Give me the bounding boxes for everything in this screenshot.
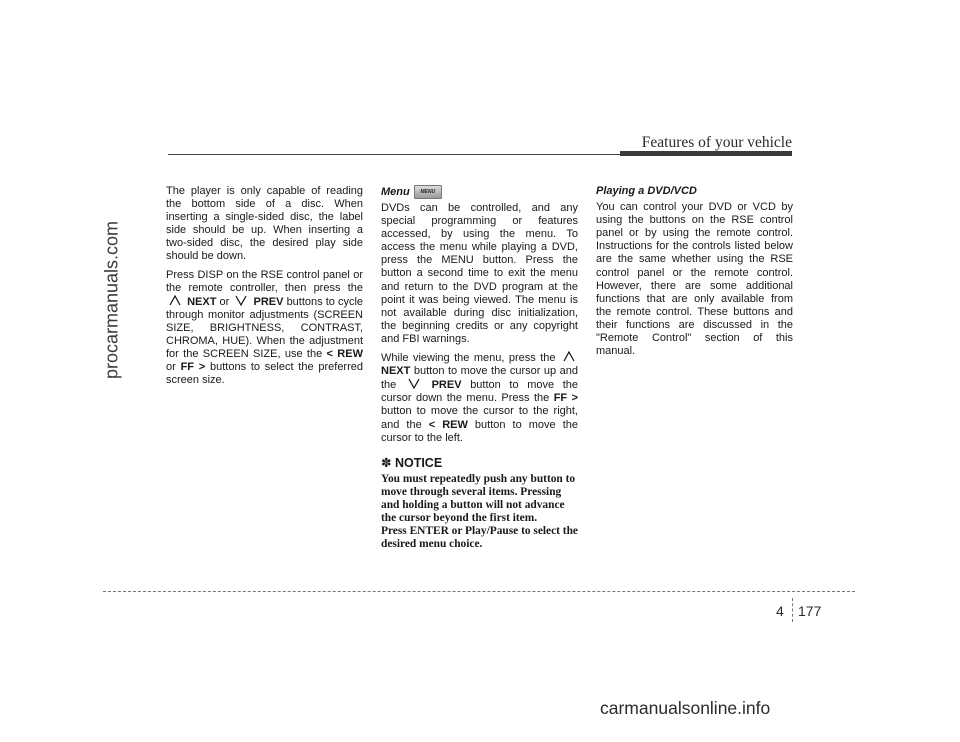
text-run: While viewing the menu, press the xyxy=(381,352,556,365)
next-label: NEXT xyxy=(187,295,217,308)
notice-body xyxy=(381,473,578,552)
footer-rule xyxy=(103,591,855,592)
footer-divider xyxy=(792,598,793,622)
menu-navigation-paragraph xyxy=(381,351,578,445)
menu-section-title xyxy=(381,185,578,199)
chevron-up-icon xyxy=(563,351,575,362)
menu-button-icon: MENU xyxy=(414,185,442,199)
rew-label: < REW xyxy=(428,418,468,431)
prev-label: PREV xyxy=(431,379,462,392)
chapter-number: 4 xyxy=(776,603,784,619)
text-run: or xyxy=(219,295,230,308)
text-run: buttons to cycle through monitor adjustments (SCREEN SIZE, BRIGHTNESS, CONTRAST, CHROMA, HUE). When the adjustment for the SCREEN SIZE, use the xyxy=(166,295,364,361)
chevron-down-icon xyxy=(408,378,420,389)
text-run: button to move the cursor down the menu. Press the xyxy=(381,379,579,405)
text-run: or xyxy=(166,361,176,374)
text-run: button to move the cursor to the left. xyxy=(381,418,578,444)
menu-title-text: Menu xyxy=(381,185,410,198)
text-run: Press DISP on the RSE control panel or the remote controller, then press the xyxy=(166,268,363,294)
ff-label: FF > xyxy=(180,361,206,374)
page-number: 177 xyxy=(798,603,822,619)
notice-line: Press ENTER or Play/Pause to select the desired menu choice. xyxy=(381,525,578,551)
rew-label: < REW xyxy=(326,348,363,361)
bottom-watermark: carmanualsonline.info xyxy=(600,698,771,718)
ff-label: FF > xyxy=(553,392,578,405)
header-title: Features of your vehicle xyxy=(641,134,792,151)
text-run: buttons to select the preferred screen size. xyxy=(166,361,363,387)
chevron-down-icon xyxy=(235,295,247,306)
chevron-up-icon xyxy=(169,295,181,306)
notice-line: You must repeatedly push any button to move through several items. Pressing and holding a button will not advance the cursor beyond the first item. xyxy=(381,472,576,525)
column-right xyxy=(596,185,793,363)
header-rule-bar xyxy=(620,151,792,156)
next-label: NEXT xyxy=(381,365,411,378)
column-middle xyxy=(381,185,578,551)
disc-reading-paragraph: The player is only capable of reading the bottom side of a disc. When inserting a single-sided disc, the label side should be up. When inserting a two-sided disc, the desired play side should be down. xyxy=(166,185,363,263)
notice-title: ✽ NOTICE xyxy=(381,455,443,470)
text-run: button to move the cursor to the right, and the xyxy=(381,405,578,431)
playing-paragraph: You can control your DVD or VCD by using the buttons on the RSE control panel or by using the remote control. Instructions for the controls listed below are the same whether using the RSE control panel or the remote control. However, there are some additional functions that are only available from the remote control. These buttons and their functions are discussed in the "Remote Control" section of this manual. xyxy=(596,201,793,358)
monitor-adjust-paragraph xyxy=(166,269,363,388)
playing-section-title: Playing a DVD/VCD xyxy=(596,185,697,197)
column-left xyxy=(166,185,363,392)
side-watermark: procarmanuals.com xyxy=(101,220,122,380)
menu-intro-paragraph: DVDs can be controlled, and any special programming or features accessed, by using the menu. To access the menu while playing a DVD, press the MENU button. Press the button a second time to exit the menu and return to the DVD program at the point it was being viewed. The menu is not available during disc initialization, the beginning credits or any copyright and FBI warnings. xyxy=(381,202,578,345)
prev-label: PREV xyxy=(253,295,284,308)
text-run: button to move the cursor up and the xyxy=(381,365,578,392)
